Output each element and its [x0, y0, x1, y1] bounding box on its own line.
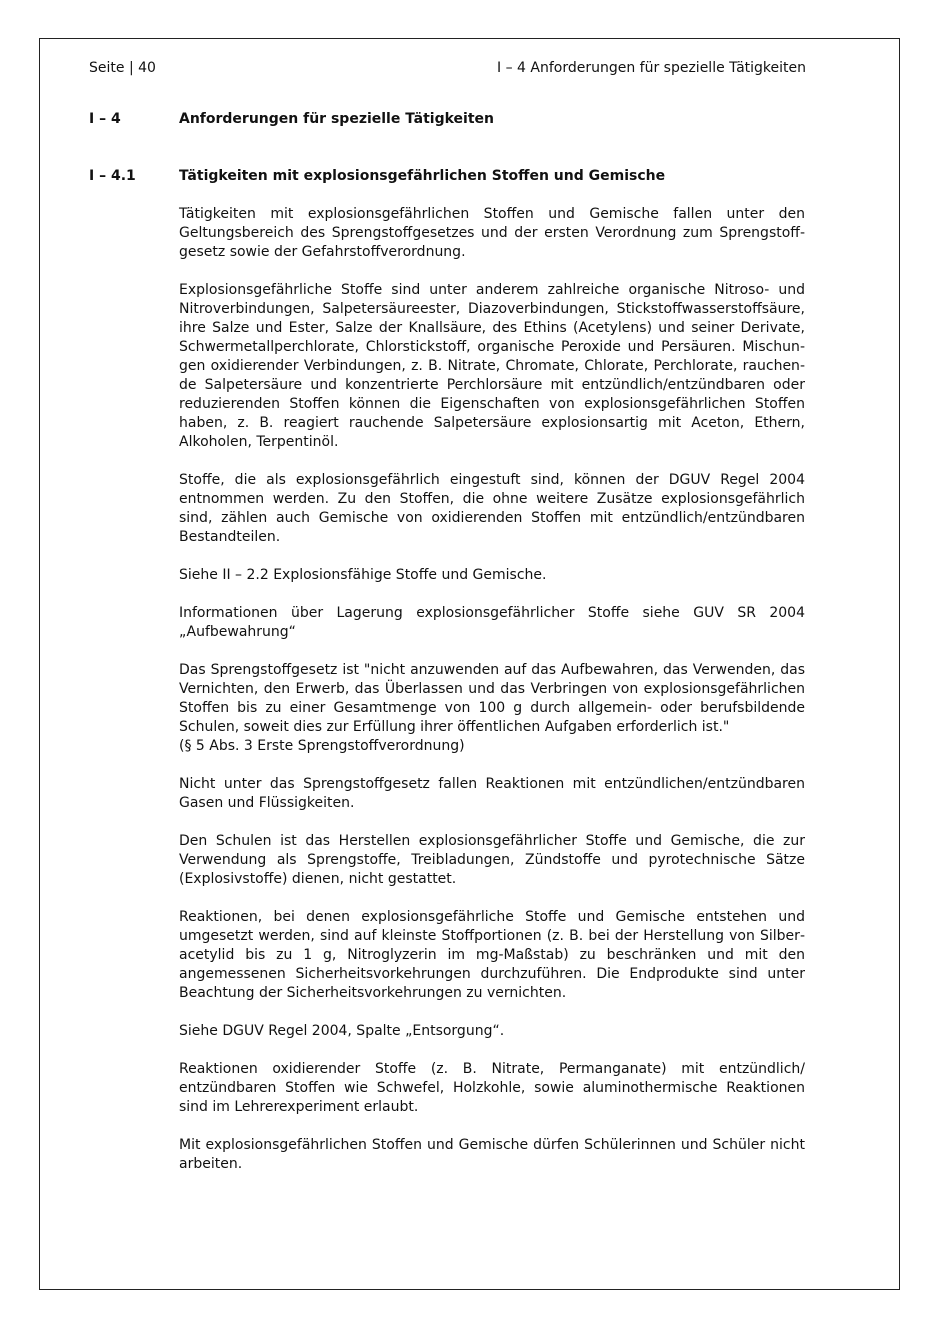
paragraph-scope: Tätigkeiten mit explosionsgefährlichen Stoffen und Gemische fallen unter den Geltungsbereich des Sprengstoffgesetzes und der ersten Verordnung zum Sprengstoffgesetz sowie der Gefahrstoffverordnung.: [179, 206, 805, 260]
section-number: I – 4: [89, 111, 121, 127]
page-number-label: Seite | 40: [89, 60, 156, 76]
paragraph-storage-info: Informationen über Lagerung explosionsgefährlicher Stoffe siehe GUV SR 2004 „Aufbewahrung“: [179, 605, 805, 640]
subsection-title: Tätigkeiten mit explosionsgefährlichen Stoffen und Gemische: [179, 168, 666, 184]
section-title: Anforderungen für spezielle Tätigkeiten: [179, 111, 494, 127]
paragraph-small-portions: Reaktionen, bei denen explosionsgefährliche Stoffe und Gemische entstehen und umgesetzt werden, sind auf kleinste Stoffportionen (z. B. bei der Herstellung von Silberacetylid bis zu 1 g, Nitroglyzerin im mg-Maßstab) zu beschränken und mit den angemessenen Sicherheitsvorkehrungen durchzuführen. Die Endprodukte sind unter Beachtung der Sicherheitsvorkehrungen zu vernichten.: [179, 909, 805, 1001]
paragraph-manufacture-prohibited: Den Schulen ist das Herstellen explosionsgefährlicher Stoffe und Gemische, die zur Verwendung als Sprengstoffe, Treibladungen, Zündstoffe und pyrotechnische Sätze (Explosivstoffe) dienen, nicht gestattet.: [179, 833, 805, 887]
paragraph-see-reference: Siehe II – 2.2 Explosionsfähige Stoffe und Gemische.: [179, 567, 547, 583]
body-text: [179, 205, 805, 1193]
page-header: [89, 58, 806, 78]
paragraph-classification: Stoffe, die als explosionsgefährlich eingestuft sind, können der DGUV Regel 2004 entnommen werden. Zu den Stoffen, die ohne weitere Zusätze explosionsgefährlich sind, zählen auch Gemische von oxidierenden Stoffen mit entzündlich/entzündbaren Bestandteilen.: [179, 472, 805, 545]
paragraph-gases-liquids: Nicht unter das Sprengstoffgesetz fallen Reaktionen mit entzündlichen/entzündbaren Gasen und Flüssigkeiten.: [179, 776, 805, 811]
paragraph-students-prohibited: Mit explosionsgefährlichen Stoffen und Gemische dürfen Schülerinnen und Schüler nicht arbeiten.: [179, 1137, 805, 1172]
subsection-number: I – 4.1: [89, 168, 136, 184]
running-section-title: I – 4 Anforderungen für spezielle Tätigkeiten: [496, 60, 806, 76]
paragraph-explosive-substances: Explosionsgefährliche Stoffe sind unter anderem zahlreiche organische Nitroso- und Nitroverbindungen, Salpetersäureester, Diazoverbindungen, Stickstoffwasserstoffsäure, ihre Salze und Ester, Salze der Knallsäure, des Ethins (Acetylens) und seiner Derivate, Schwermetallperchlorate, Chlorstickstoff, organische Peroxide und Persäuren. Mischungen oxidierender Verbindungen, z. B. Nitrate, Chromate, Chlorate, Perchlorate, rauchende Salpetersäure und konzentrierte Perchlorsäure mit entzündlich/entzündbaren oder reduzierenden Stoffen können die Eigenschaften von explosionsgefährlichen Stoffen haben, z. B. reagiert rauchende Salpetersäure explosionsartig mit Aceton, Ethern, Alkoholen, Terpentinöl.: [179, 282, 805, 450]
law-quote-text: Das Sprengstoffgesetz ist "nicht anzuwenden auf das Aufbewahren, das Verwenden, das Vernichten, den Erwerb, das Überlassen und das Verbringen von explosionsgefährlichen Stoffen bis zu einer Gesamtmenge von 100 g durch allgemein- oder berufsbildende Schulen, soweit dies zur Erfüllung ihrer öffentlichen Aufgaben erforderlich ist.": [179, 662, 805, 735]
paragraph-teacher-experiment: Reaktionen oxidierender Stoffe (z. B. Nitrate, Permanganate) mit entzündlich/ entzündbaren Stoffen wie Schwefel, Holzkohle, sowie aluminothermische Reaktionen sind im Lehrerexperiment erlaubt.: [179, 1061, 805, 1115]
paragraph-disposal-reference: Siehe DGUV Regel 2004, Spalte „Entsorgung“.: [179, 1023, 505, 1039]
law-citation: (§ 5 Abs. 3 Erste Sprengstoffverordnung): [179, 738, 465, 754]
paragraph-law-quote: [179, 661, 805, 756]
